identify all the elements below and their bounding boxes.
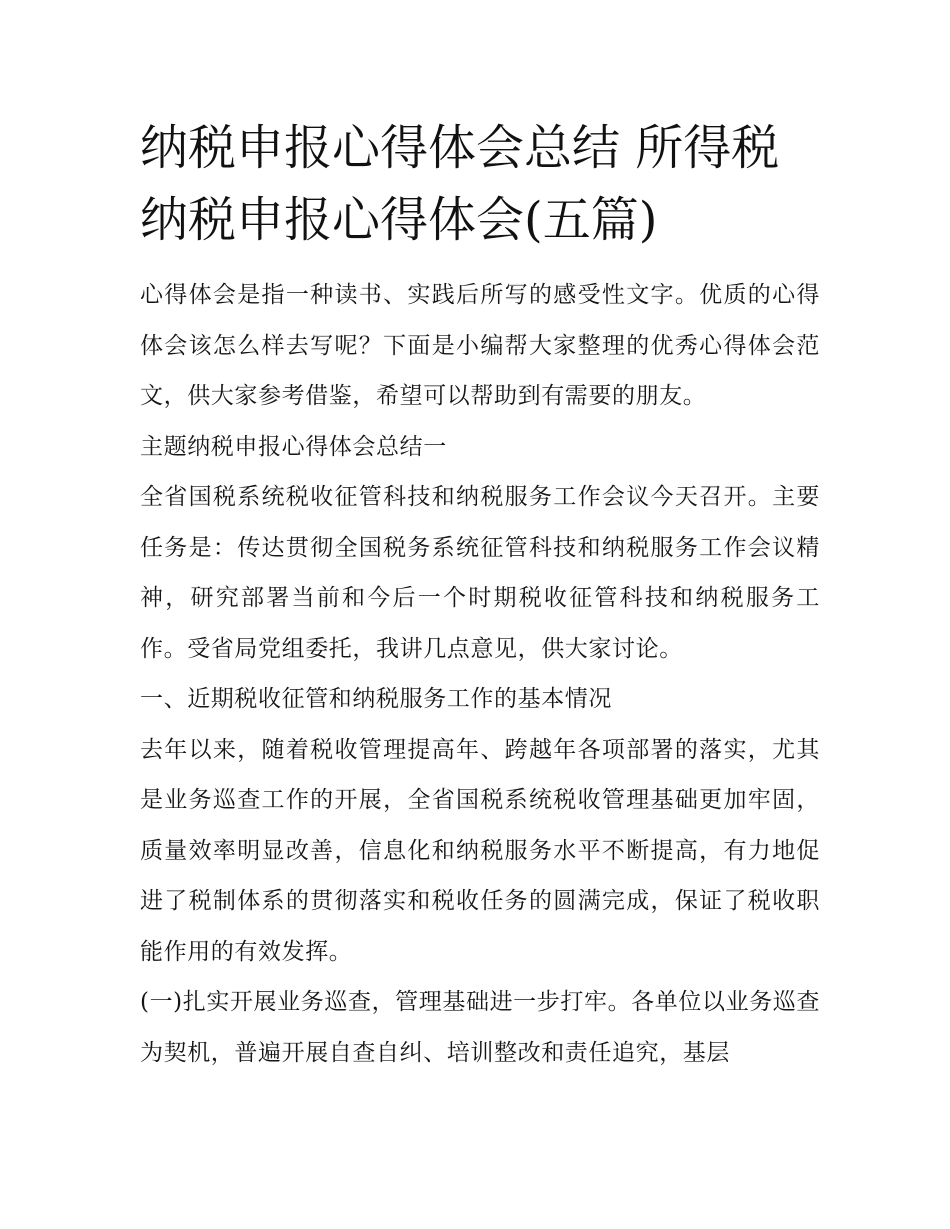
document-body [140, 270, 820, 1078]
body-paragraph: 去年以来，随着税收管理提高年、跨越年各项部署的落实，尤其是业务巡查工作的开展，全省国税系统税收管理基础更加牢固，质量效率明显改善，信息化和纳税服务水平不断提高，有力地促进了税制体系的贯彻落实和税收任务的圆满完成，保证了税收职能作用的有效发挥。 [140, 736, 820, 965]
section-heading: 主题纳税申报心得体会总结一 [140, 433, 447, 460]
document-content [140, 112, 820, 1078]
title-line-2: 纳税申报心得体会(五篇) [140, 192, 658, 248]
subsection-heading: 一、近期税收征管和纳税服务工作的基本情况 [140, 686, 612, 712]
body-paragraph: (一)扎实开展业务巡查，管理基础进一步打牢。各单位以业务巡查为契机，普遍开展自查自纠、培训整改和责任追究，基层 [140, 989, 820, 1066]
document-title [140, 112, 820, 256]
title-line-1: 纳税申报心得体会总结 所得税 [140, 120, 780, 176]
intro-paragraph: 心得体会是指一种读书、实践后所写的感受性文字。优质的心得体会该怎么样去写呢？下面是小编帮大家整理的优秀心得体会范文，供大家参考借鉴，希望可以帮助到有需要的朋友。 [140, 282, 820, 409]
body-paragraph: 全省国税系统税收征管科技和纳税服务工作会议今天召开。主要任务是：传达贯彻全国税务系统征管科技和纳税服务工作会议精神，研究部署当前和今后一个时期税收征管科技和纳税服务工作。受省局党组委托，我讲几点意见，供大家讨论。 [140, 484, 820, 662]
